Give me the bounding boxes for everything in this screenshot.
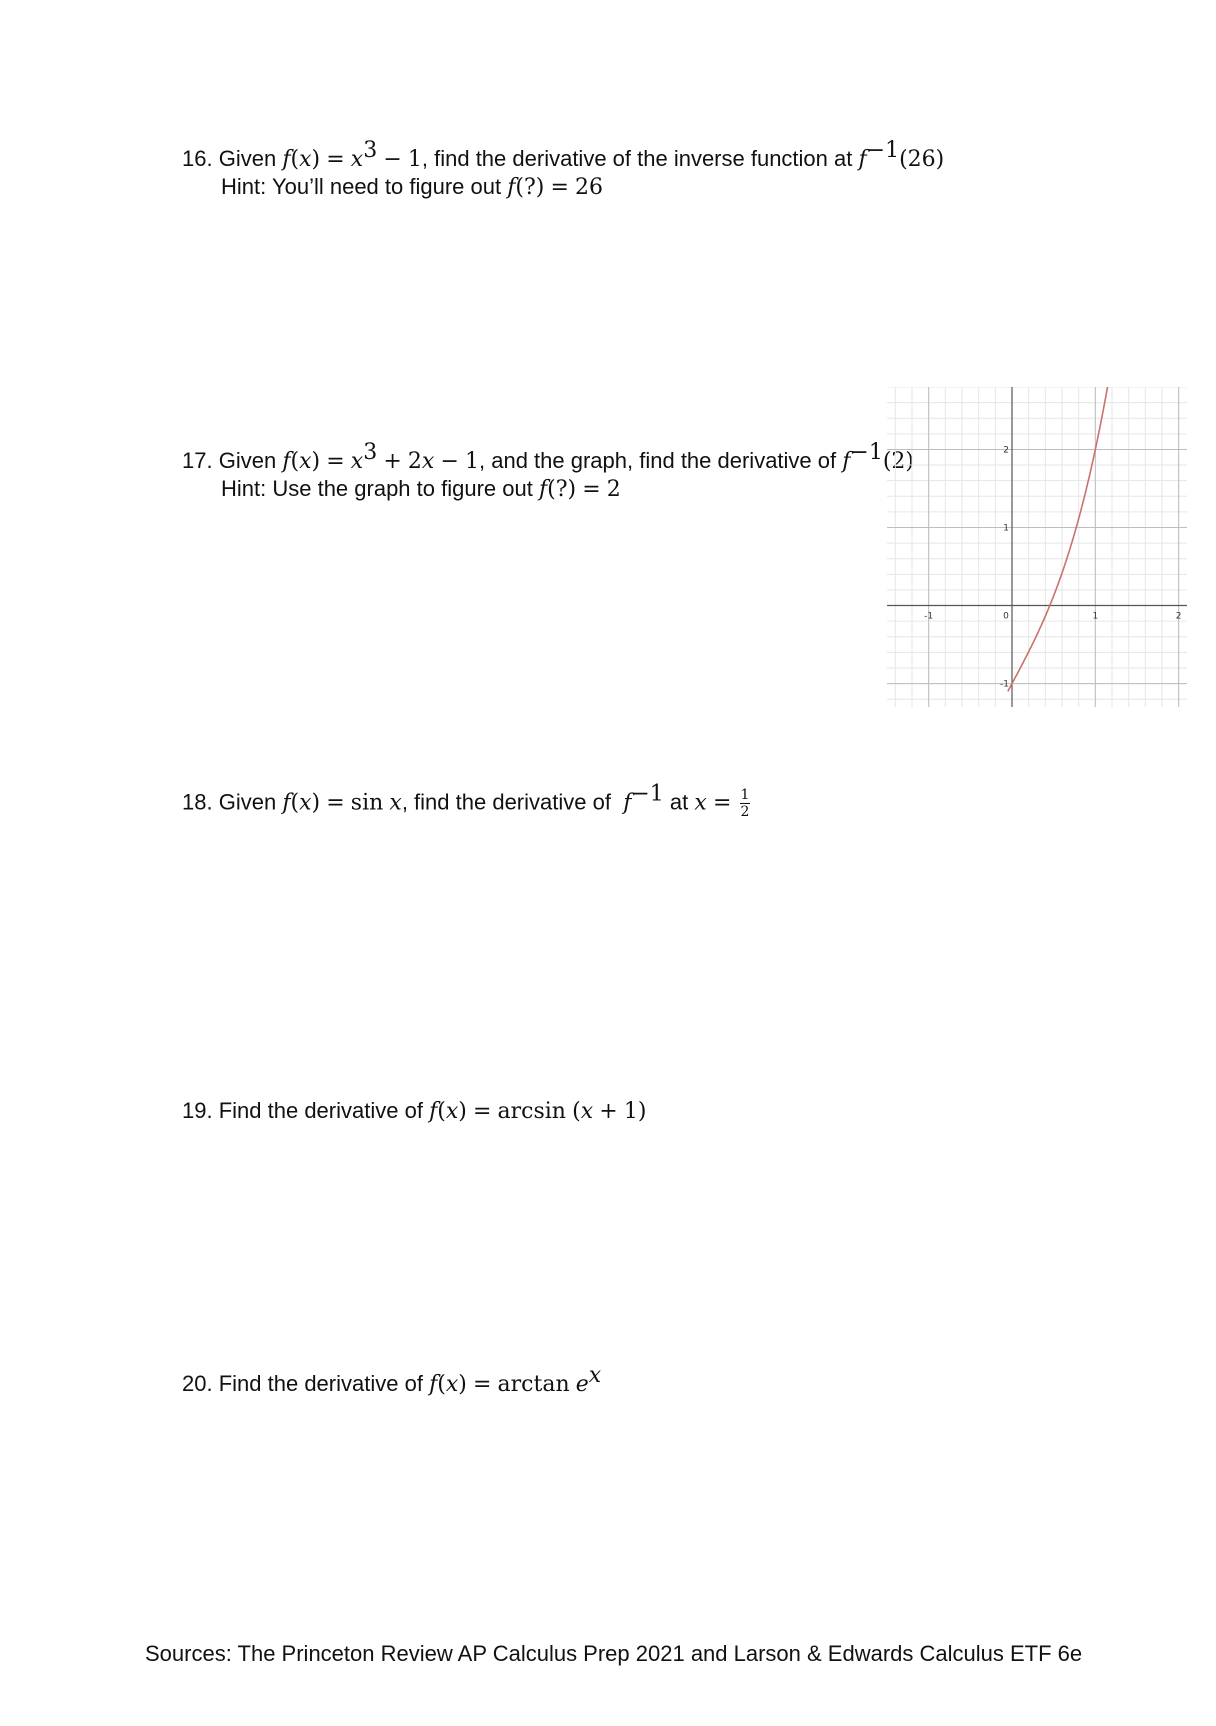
equals: = [472,1099,492,1124]
problem-number: 20. [182,1371,213,1396]
fraction-one-half [740,787,751,820]
numerator: 1 [740,787,750,803]
var-x: x [421,449,435,474]
paren: ) [311,147,321,172]
equals: = [326,790,345,816]
curve-series [1008,387,1109,691]
paren: ) [458,1099,467,1124]
equals: = [472,1372,492,1397]
coefficient: 2 [407,449,422,474]
paren: ) [458,1372,467,1397]
var-x: x [580,1099,594,1124]
problem-19 [182,1097,646,1126]
paren: ( [290,147,300,172]
problem-17-hint [221,475,621,504]
paren: ( [290,790,300,816]
equals: = [712,790,732,816]
denominator: 2 [740,804,750,820]
x-tick-label: 1 [1092,611,1099,622]
argument: (?) [515,175,545,200]
arctan-func: arctan [497,1372,570,1397]
function-graph [887,387,1187,707]
hint-label: Hint: You’ll need to figure out [221,174,502,199]
hint-value: 26 [575,175,604,200]
at-word: at [669,789,689,815]
given-word: Given [218,448,277,473]
given-word: Given [218,146,277,171]
inverse-func: f [623,790,632,816]
exponent: 3 [363,440,378,465]
equals: = [326,147,345,172]
euler-e: e [575,1372,589,1397]
problem-20 [182,1363,602,1399]
tick-labels [924,445,1181,689]
var-x: x [350,147,364,172]
equals: = [582,477,601,502]
problem-16-hint [221,173,603,202]
exponent: 3 [363,138,378,163]
constant: 1 [465,449,479,474]
constant: 1 [407,147,422,172]
x-tick-label: 0 [1003,611,1009,622]
func-name: f [282,147,291,172]
sin-func: sin [350,790,384,816]
paren: ( [290,449,300,474]
var-x: x [445,1372,459,1397]
func-name: f [282,449,291,474]
paren: ) [637,1099,647,1124]
var-x: x [350,449,364,474]
var-x: x [299,790,312,816]
minus: − [440,449,459,474]
x-tick-label: 2 [1175,611,1182,622]
problem-text: Find the derivative of [218,1098,423,1123]
hint-label: Hint: Use the graph to figure out [221,476,533,501]
y-tick-label: 1 [1003,523,1009,534]
var-x: x [389,790,402,816]
constant: 1 [623,1099,638,1124]
y-tick-label: 2 [1003,445,1009,456]
problem-number: 17. [182,448,213,473]
inverse-exponent: −1 [631,781,664,807]
equals: = [550,175,569,200]
exponent: x [588,1363,602,1388]
y-tick-label: -1 [1000,679,1009,690]
var-x: x [694,790,707,816]
var-x: x [299,147,312,172]
problem-number: 18. [182,789,213,815]
hint-value: 2 [606,477,621,502]
argument: (?) [547,477,577,502]
func-name: f [538,477,548,502]
paren: ) [311,449,321,474]
problem-text: , find the derivative of [401,789,611,815]
problem-text: Find the derivative of [218,1371,423,1396]
var-x: x [445,1099,459,1124]
problem-16 [182,138,945,174]
func-name: f [282,790,291,816]
given-word: Given [218,789,277,815]
grid-minor [887,387,1187,707]
paren: ( [437,1372,446,1397]
func-name: f [507,175,516,200]
x-tick-label: -1 [924,611,934,622]
axes [887,387,1187,707]
func-name: f [429,1099,438,1124]
paren: ) [311,790,321,816]
inverse-func: f [858,147,867,172]
paren: ( [572,1099,581,1124]
problem-number: 19. [182,1098,213,1123]
var-x: x [299,449,312,474]
argument: (26) [899,147,945,172]
inverse-exponent: −1 [850,440,883,465]
inverse-exponent: −1 [866,138,900,163]
plus: + [599,1099,618,1124]
problem-number: 16. [182,146,213,171]
equals: = [326,449,345,474]
plus: + [383,449,402,474]
func-name: f [429,1372,438,1397]
problem-text: , find the derivative of the inverse function at [421,146,853,171]
argument: (2) [882,449,915,474]
problem-text: , and the graph, find the derivative of [479,448,837,473]
problem-17 [182,440,915,476]
paren: ( [437,1099,446,1124]
problem-18 [182,781,750,820]
grid-major [887,387,1187,707]
inverse-func: f [842,449,851,474]
sources-footer: Sources: The Princeton Review AP Calculus Prep 2021 and Larson & Edwards Calculus ETF 6e [145,1641,1083,1666]
minus: − [383,147,402,172]
arcsin-func: arcsin [497,1099,566,1124]
